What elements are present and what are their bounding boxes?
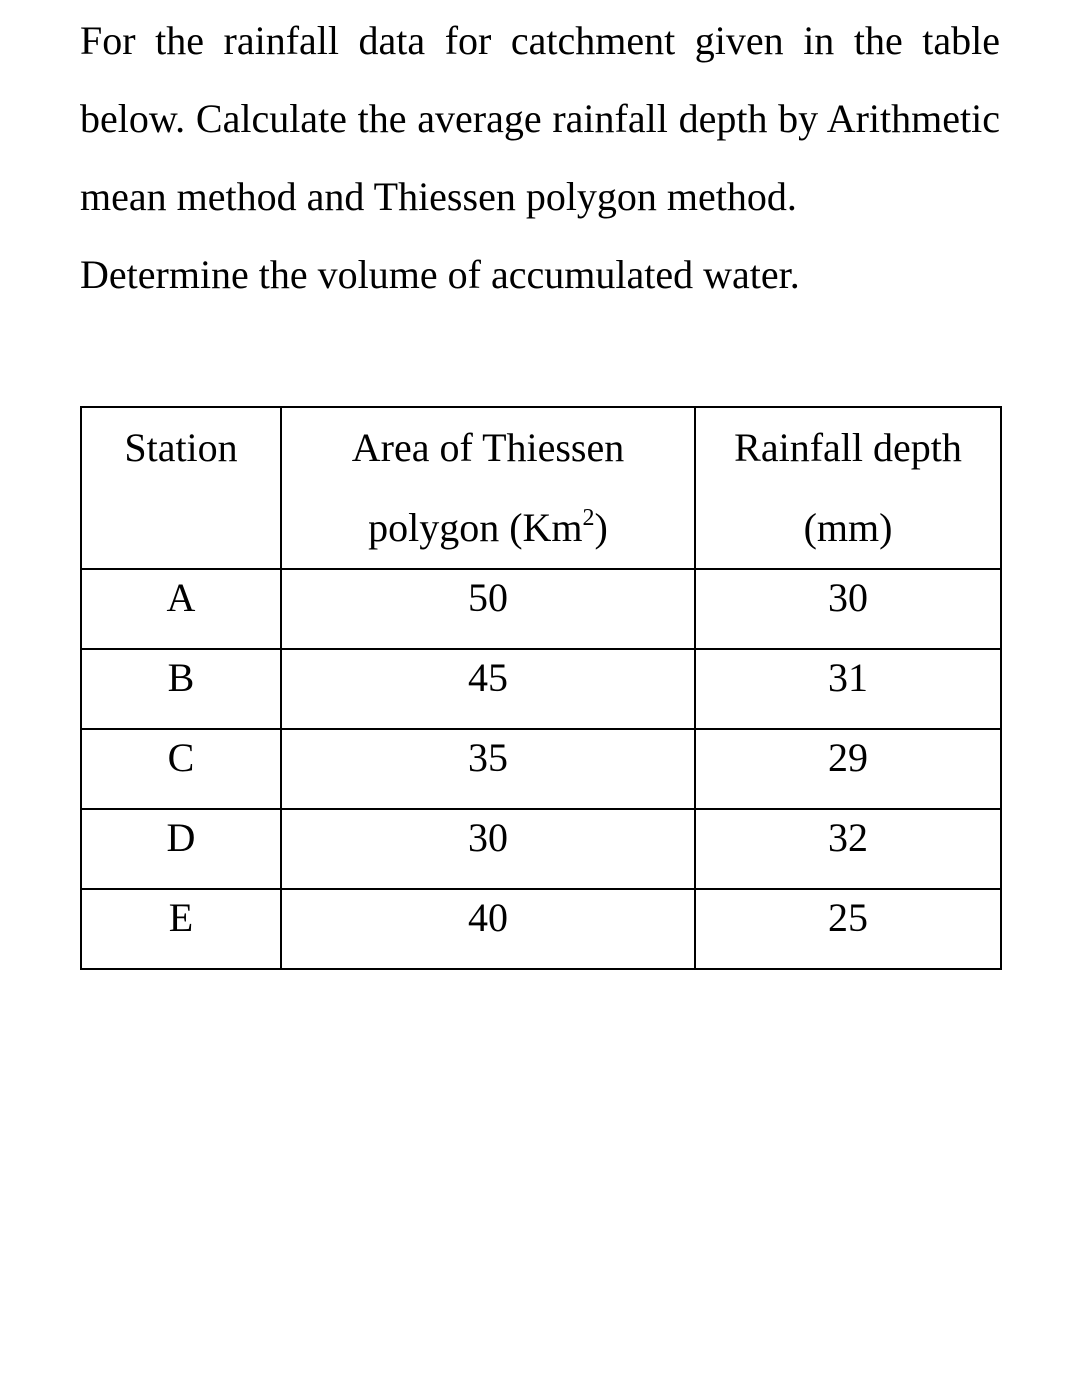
cell-depth: 25 (695, 889, 1001, 969)
cell-area: 45 (281, 649, 695, 729)
header-area-prefix: polygon (Km (368, 505, 583, 550)
header-depth (695, 407, 1001, 569)
cell-depth: 32 (695, 809, 1001, 889)
cell-depth: 29 (695, 729, 1001, 809)
header-station-label: Station (124, 425, 238, 470)
cell-area: 30 (281, 809, 695, 889)
cell-station: E (81, 889, 281, 969)
table-row (81, 729, 1001, 809)
header-depth-line-2: (mm) (803, 505, 893, 550)
cell-station: C (81, 729, 281, 809)
cell-area: 50 (281, 569, 695, 649)
header-area-line-1: Area of Thiessen (351, 425, 625, 470)
cell-depth: 31 (695, 649, 1001, 729)
rainfall-table (80, 406, 1002, 970)
table-header-row (81, 407, 1001, 569)
header-area-suffix: ) (594, 505, 608, 550)
header-area-superscript: 2 (582, 505, 595, 531)
document-page (80, 0, 1000, 940)
cell-station: D (81, 809, 281, 889)
cell-station: A (81, 569, 281, 649)
problem-statement: For the rainfall data for catchment given in the table below. Calculate the average rainfall depth by Arithmetic mean method and Thiessen polygon method. (80, 18, 1000, 219)
header-area (281, 407, 695, 569)
cell-area: 40 (281, 889, 695, 969)
header-station (81, 407, 281, 569)
problem-task: Determine the volume of accumulated water. (80, 252, 800, 297)
table-row (81, 649, 1001, 729)
header-area-line-2 (282, 488, 694, 568)
cell-depth: 30 (695, 569, 1001, 649)
table-row (81, 889, 1001, 969)
cell-area: 35 (281, 729, 695, 809)
header-depth-line-1: Rainfall depth (734, 425, 962, 470)
cell-station: B (81, 649, 281, 729)
table-row (81, 569, 1001, 649)
table-row (81, 809, 1001, 889)
